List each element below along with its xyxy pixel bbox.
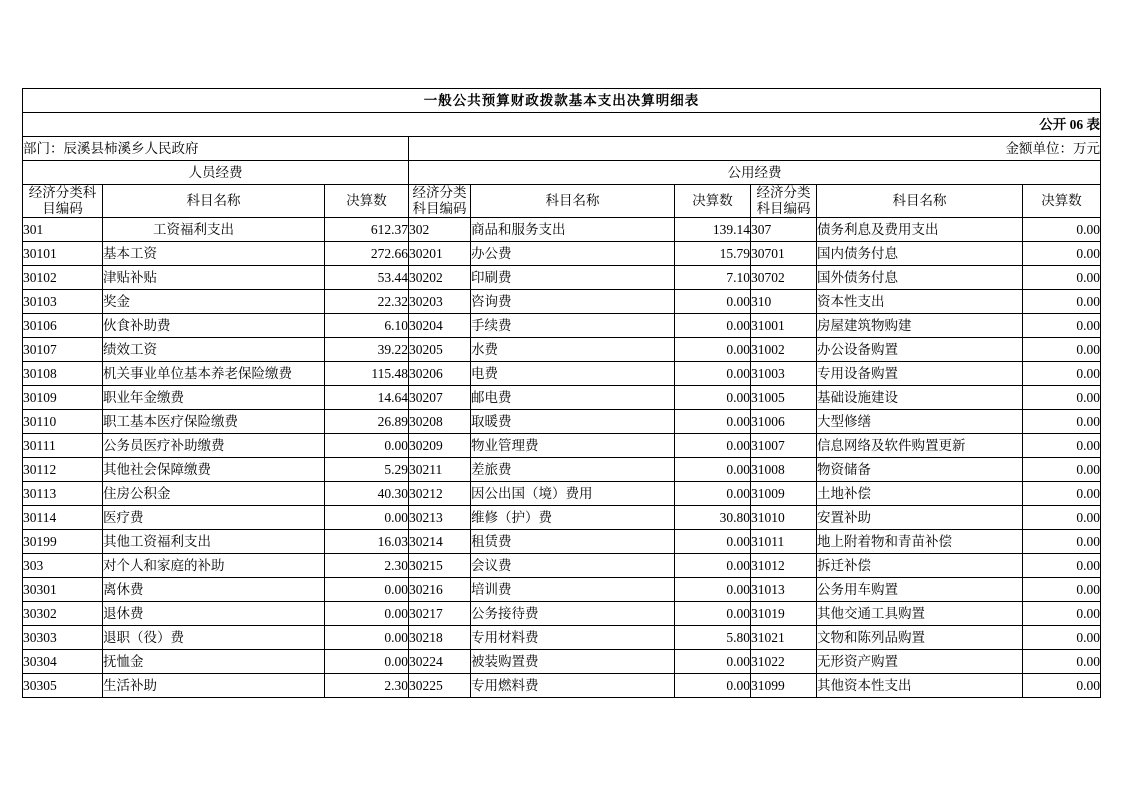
- row-name-goods: 被装购置费: [471, 649, 675, 673]
- table-row: [23, 265, 1101, 289]
- row-amount-personnel: 0.00: [325, 577, 409, 601]
- row-name-capital: 无形资产购置: [817, 649, 1023, 673]
- row-name-capital: 物资储备: [817, 457, 1023, 481]
- row-amount-capital: 0.00: [1023, 361, 1101, 385]
- table-row: [23, 433, 1101, 457]
- row-name-goods: 咨询费: [471, 289, 675, 313]
- row-name-capital: 债务利息及费用支出: [817, 217, 1023, 241]
- row-name-capital: 其他资本性支出: [817, 673, 1023, 697]
- row-amount-capital: 0.00: [1023, 577, 1101, 601]
- row-name-capital: 拆迁补偿: [817, 553, 1023, 577]
- row-amount-capital: 0.00: [1023, 601, 1101, 625]
- table-row: [23, 577, 1101, 601]
- table-row: [23, 673, 1101, 697]
- row-code-goods: 30208: [409, 409, 471, 433]
- row-name-personnel: 生活补助: [103, 673, 325, 697]
- row-code-personnel: 301: [23, 217, 103, 241]
- row-amount-personnel: 39.22: [325, 337, 409, 361]
- row-name-goods: 取暖费: [471, 409, 675, 433]
- row-amount-capital: 0.00: [1023, 553, 1101, 577]
- row-name-personnel: 退休费: [103, 601, 325, 625]
- header-code-goods: 经济分类科目编码: [409, 185, 471, 218]
- row-code-personnel: 30109: [23, 385, 103, 409]
- row-amount-capital: 0.00: [1023, 265, 1101, 289]
- table-row: [23, 457, 1101, 481]
- row-code-goods: 30213: [409, 505, 471, 529]
- row-amount-goods: 30.80: [675, 505, 751, 529]
- header-name-personnel: 科目名称: [103, 185, 325, 218]
- row-amount-goods: 15.79: [675, 241, 751, 265]
- row-amount-capital: 0.00: [1023, 313, 1101, 337]
- row-code-personnel: 30112: [23, 457, 103, 481]
- row-name-capital: 专用设备购置: [817, 361, 1023, 385]
- decision-statement-page: [22, 88, 1100, 698]
- row-code-personnel: 30111: [23, 433, 103, 457]
- row-amount-goods: 0.00: [675, 337, 751, 361]
- row-amount-capital: 0.00: [1023, 217, 1101, 241]
- amount-unit-label: 金额单位：万元: [409, 137, 1101, 161]
- group-header-personnel: 人员经费: [23, 161, 409, 185]
- row-amount-personnel: 0.00: [325, 601, 409, 625]
- row-name-personnel: 医疗费: [103, 505, 325, 529]
- row-amount-capital: 0.00: [1023, 505, 1101, 529]
- row-name-capital: 土地补偿: [817, 481, 1023, 505]
- row-name-capital: 房屋建筑物购建: [817, 313, 1023, 337]
- row-amount-goods: 0.00: [675, 673, 751, 697]
- table-row: [23, 385, 1101, 409]
- row-name-capital: 安置补助: [817, 505, 1023, 529]
- row-code-goods: 30212: [409, 481, 471, 505]
- row-code-goods: 30216: [409, 577, 471, 601]
- row-amount-capital: 0.00: [1023, 289, 1101, 313]
- table-row: [23, 649, 1101, 673]
- row-code-capital: 31009: [751, 481, 817, 505]
- row-amount-goods: 0.00: [675, 577, 751, 601]
- row-amount-goods: 7.10: [675, 265, 751, 289]
- row-name-goods: 物业管理费: [471, 433, 675, 457]
- row-name-personnel: 工资福利支出: [103, 217, 325, 241]
- row-amount-personnel: 2.30: [325, 553, 409, 577]
- table-row: [23, 361, 1101, 385]
- row-code-capital: 31005: [751, 385, 817, 409]
- row-code-personnel: 30304: [23, 649, 103, 673]
- row-amount-goods: 0.00: [675, 529, 751, 553]
- row-code-goods: 30224: [409, 649, 471, 673]
- row-name-capital: 基础设施建设: [817, 385, 1023, 409]
- row-code-personnel: 30114: [23, 505, 103, 529]
- row-amount-personnel: 16.03: [325, 529, 409, 553]
- row-amount-capital: 0.00: [1023, 409, 1101, 433]
- table-row: [23, 553, 1101, 577]
- row-amount-goods: 5.80: [675, 625, 751, 649]
- row-name-goods: 培训费: [471, 577, 675, 601]
- row-code-personnel: 30107: [23, 337, 103, 361]
- table-row: [23, 625, 1101, 649]
- row-code-capital: 31099: [751, 673, 817, 697]
- row-name-capital: 信息网络及软件购置更新: [817, 433, 1023, 457]
- row-name-goods: 手续费: [471, 313, 675, 337]
- row-amount-personnel: 14.64: [325, 385, 409, 409]
- table-row: [23, 409, 1101, 433]
- row-code-capital: 31006: [751, 409, 817, 433]
- row-name-personnel: 绩效工资: [103, 337, 325, 361]
- row-amount-personnel: 6.10: [325, 313, 409, 337]
- row-code-personnel: 30103: [23, 289, 103, 313]
- row-code-capital: 31001: [751, 313, 817, 337]
- row-name-capital: 文物和陈列品购置: [817, 625, 1023, 649]
- header-code-personnel: 经济分类科目编码: [23, 185, 103, 218]
- public-table-number: 公开 06 表: [23, 113, 1101, 137]
- row-amount-goods: 0.00: [675, 457, 751, 481]
- row-code-capital: 307: [751, 217, 817, 241]
- header-amount-capital: 决算数: [1023, 185, 1101, 218]
- table-row: [23, 529, 1101, 553]
- row-code-capital: 30702: [751, 265, 817, 289]
- row-code-personnel: 30110: [23, 409, 103, 433]
- row-amount-personnel: 115.48: [325, 361, 409, 385]
- row-name-capital: 办公设备购置: [817, 337, 1023, 361]
- table-row: [23, 241, 1101, 265]
- budget-detail-table: [22, 88, 1101, 698]
- header-name-goods: 科目名称: [471, 185, 675, 218]
- row-name-capital: 公务用车购置: [817, 577, 1023, 601]
- row-amount-personnel: 40.30: [325, 481, 409, 505]
- department-row: [23, 137, 1101, 161]
- table-row: [23, 289, 1101, 313]
- row-code-goods: 30204: [409, 313, 471, 337]
- title-row: [23, 89, 1101, 113]
- row-name-personnel: 抚恤金: [103, 649, 325, 673]
- row-amount-personnel: 26.89: [325, 409, 409, 433]
- row-code-capital: 31011: [751, 529, 817, 553]
- row-amount-goods: 0.00: [675, 649, 751, 673]
- row-name-goods: 差旅费: [471, 457, 675, 481]
- row-name-goods: 邮电费: [471, 385, 675, 409]
- row-code-goods: 30209: [409, 433, 471, 457]
- row-code-goods: 30211: [409, 457, 471, 481]
- row-name-capital: 大型修缮: [817, 409, 1023, 433]
- row-code-goods: 30215: [409, 553, 471, 577]
- row-amount-capital: 0.00: [1023, 385, 1101, 409]
- row-amount-goods: 0.00: [675, 289, 751, 313]
- table-row: [23, 505, 1101, 529]
- row-code-goods: 30205: [409, 337, 471, 361]
- row-code-goods: 30214: [409, 529, 471, 553]
- row-amount-personnel: 612.37: [325, 217, 409, 241]
- table-body: [23, 217, 1101, 697]
- row-code-goods: 30203: [409, 289, 471, 313]
- row-name-capital: 地上附着物和青苗补偿: [817, 529, 1023, 553]
- row-name-personnel: 基本工资: [103, 241, 325, 265]
- row-code-goods: 30217: [409, 601, 471, 625]
- row-code-goods: 30206: [409, 361, 471, 385]
- header-amount-goods: 决算数: [675, 185, 751, 218]
- row-name-goods: 水费: [471, 337, 675, 361]
- table-row: [23, 481, 1101, 505]
- row-code-personnel: 30303: [23, 625, 103, 649]
- row-name-goods: 电费: [471, 361, 675, 385]
- row-amount-personnel: 53.44: [325, 265, 409, 289]
- row-amount-capital: 0.00: [1023, 337, 1101, 361]
- row-name-goods: 商品和服务支出: [471, 217, 675, 241]
- table-row: [23, 217, 1101, 241]
- department-label: 部门：辰溪县柿溪乡人民政府: [23, 137, 409, 161]
- row-name-personnel: 津贴补贴: [103, 265, 325, 289]
- row-code-goods: 30225: [409, 673, 471, 697]
- row-name-goods: 维修（护）费: [471, 505, 675, 529]
- row-code-capital: 31013: [751, 577, 817, 601]
- row-amount-personnel: 0.00: [325, 505, 409, 529]
- page-title: 一般公共预算财政拨款基本支出决算明细表: [23, 89, 1101, 113]
- table-row: [23, 313, 1101, 337]
- row-code-personnel: 30199: [23, 529, 103, 553]
- row-code-capital: 31008: [751, 457, 817, 481]
- row-name-goods: 会议费: [471, 553, 675, 577]
- row-code-personnel: 30106: [23, 313, 103, 337]
- row-amount-personnel: 2.30: [325, 673, 409, 697]
- row-amount-personnel: 0.00: [325, 649, 409, 673]
- row-code-capital: 310: [751, 289, 817, 313]
- row-code-capital: 31010: [751, 505, 817, 529]
- row-code-personnel: 303: [23, 553, 103, 577]
- group-header-row: [23, 161, 1101, 185]
- row-amount-goods: 0.00: [675, 361, 751, 385]
- row-code-capital: 31022: [751, 649, 817, 673]
- row-code-personnel: 30305: [23, 673, 103, 697]
- row-amount-personnel: 0.00: [325, 625, 409, 649]
- row-amount-personnel: 5.29: [325, 457, 409, 481]
- row-amount-capital: 0.00: [1023, 241, 1101, 265]
- header-code-capital: 经济分类科目编码: [751, 185, 817, 218]
- row-amount-goods: 0.00: [675, 385, 751, 409]
- row-code-personnel: 30101: [23, 241, 103, 265]
- row-code-goods: 302: [409, 217, 471, 241]
- row-amount-goods: 0.00: [675, 553, 751, 577]
- row-amount-capital: 0.00: [1023, 433, 1101, 457]
- row-code-capital: 31007: [751, 433, 817, 457]
- row-code-personnel: 30301: [23, 577, 103, 601]
- row-amount-capital: 0.00: [1023, 481, 1101, 505]
- row-name-personnel: 公务员医疗补助缴费: [103, 433, 325, 457]
- row-amount-goods: 0.00: [675, 313, 751, 337]
- row-name-goods: 办公费: [471, 241, 675, 265]
- row-name-goods: 专用燃料费: [471, 673, 675, 697]
- row-amount-goods: 0.00: [675, 433, 751, 457]
- header-name-capital: 科目名称: [817, 185, 1023, 218]
- row-amount-capital: 0.00: [1023, 673, 1101, 697]
- row-name-goods: 印刷费: [471, 265, 675, 289]
- row-amount-goods: 0.00: [675, 409, 751, 433]
- row-name-personnel: 职工基本医疗保险缴费: [103, 409, 325, 433]
- row-name-personnel: 伙食补助费: [103, 313, 325, 337]
- row-amount-capital: 0.00: [1023, 529, 1101, 553]
- row-name-personnel: 机关事业单位基本养老保险缴费: [103, 361, 325, 385]
- row-name-personnel: 退职（役）费: [103, 625, 325, 649]
- row-name-goods: 公务接待费: [471, 601, 675, 625]
- row-code-capital: 31021: [751, 625, 817, 649]
- row-name-goods: 专用材料费: [471, 625, 675, 649]
- row-name-personnel: 住房公积金: [103, 481, 325, 505]
- row-name-capital: 其他交通工具购置: [817, 601, 1023, 625]
- row-amount-capital: 0.00: [1023, 457, 1101, 481]
- row-amount-goods: 0.00: [675, 601, 751, 625]
- row-code-personnel: 30302: [23, 601, 103, 625]
- table-row: [23, 601, 1101, 625]
- row-code-goods: 30207: [409, 385, 471, 409]
- header-amount-personnel: 决算数: [325, 185, 409, 218]
- row-name-capital: 国内债务付息: [817, 241, 1023, 265]
- row-name-personnel: 奖金: [103, 289, 325, 313]
- row-code-personnel: 30102: [23, 265, 103, 289]
- row-name-goods: 租赁费: [471, 529, 675, 553]
- row-name-personnel: 其他社会保障缴费: [103, 457, 325, 481]
- row-amount-capital: 0.00: [1023, 649, 1101, 673]
- row-amount-personnel: 22.32: [325, 289, 409, 313]
- row-amount-capital: 0.00: [1023, 625, 1101, 649]
- row-code-capital: 31019: [751, 601, 817, 625]
- row-amount-personnel: 272.66: [325, 241, 409, 265]
- public-number-row: [23, 113, 1101, 137]
- row-amount-goods: 0.00: [675, 481, 751, 505]
- column-header-row: [23, 185, 1101, 218]
- group-header-public: 公用经费: [409, 161, 1101, 185]
- row-code-personnel: 30108: [23, 361, 103, 385]
- table-row: [23, 337, 1101, 361]
- row-name-personnel: 其他工资福利支出: [103, 529, 325, 553]
- row-code-goods: 30218: [409, 625, 471, 649]
- row-code-personnel: 30113: [23, 481, 103, 505]
- row-name-personnel: 职业年金缴费: [103, 385, 325, 409]
- row-code-capital: 30701: [751, 241, 817, 265]
- row-name-personnel: 对个人和家庭的补助: [103, 553, 325, 577]
- row-name-personnel: 离休费: [103, 577, 325, 601]
- row-name-capital: 国外债务付息: [817, 265, 1023, 289]
- row-code-goods: 30201: [409, 241, 471, 265]
- row-code-capital: 31003: [751, 361, 817, 385]
- row-code-capital: 31002: [751, 337, 817, 361]
- row-amount-goods: 139.14: [675, 217, 751, 241]
- row-name-goods: 因公出国（境）费用: [471, 481, 675, 505]
- row-amount-personnel: 0.00: [325, 433, 409, 457]
- row-code-capital: 31012: [751, 553, 817, 577]
- row-code-goods: 30202: [409, 265, 471, 289]
- row-name-capital: 资本性支出: [817, 289, 1023, 313]
